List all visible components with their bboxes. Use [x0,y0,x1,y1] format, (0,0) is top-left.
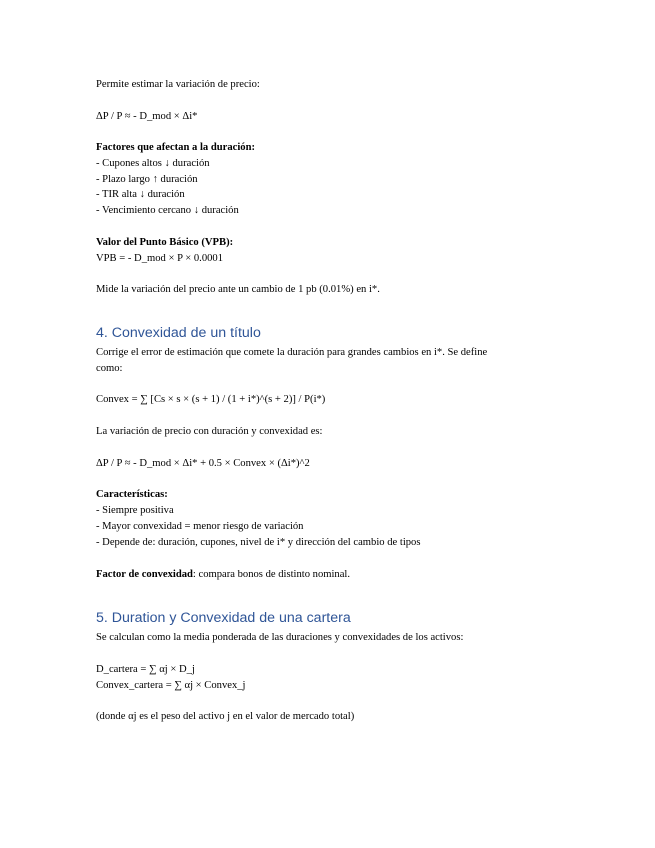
price-change-intro: La variación de precio con duración y convexidad es: [96,426,323,437]
section-5-description: Se calculan como la media ponderada de las duraciones y convexidades de los activos: [96,632,464,643]
portfolio-weight-note: (donde αj es el peso del activo j en el valor de mercado total) [96,711,355,722]
convexity-factor-line [96,568,350,582]
section-4-description-cont: como: [96,363,123,374]
price-change-formula: ΔP / P ≈ - D_mod × Δi* [96,111,198,122]
factor-item: - Cupones altos ↓ duración [96,158,210,169]
convexity-formula: Convex = ∑ [Cs × s × (s + 1) / (1 + i*)^(s + 2)] / P(i*) [96,394,326,405]
vpb-formula: VPB = - D_mod × P × 0.0001 [96,253,224,264]
characteristic-item: - Siempre positiva [96,505,174,516]
convexity-factor-text: : compara bonos de distinto nominal. [192,569,351,580]
characteristics-title: Características: [96,489,168,500]
section-4-heading: 4. Convexidad de un título [96,325,261,341]
vpb-title: Valor del Punto Básico (VPB): [96,237,234,248]
factor-item: - Vencimiento cercano ↓ duración [96,205,239,216]
factors-title: Factores que afectan a la duración: [96,142,255,153]
characteristic-item: - Depende de: duración, cupones, nivel de i* y dirección del cambio de tipos [96,537,421,548]
vpb-note: Mide la variación del precio ante un cambio de 1 pb (0.01%) en i*. [96,284,380,295]
intro-text: Permite estimar la variación de precio: [96,79,260,90]
factor-item: - TIR alta ↓ duración [96,189,185,200]
price-change-convexity-formula: ΔP / P ≈ - D_mod × Δi* + 0.5 × Convex × (Δi*)^2 [96,458,310,469]
characteristic-item: - Mayor convexidad = menor riesgo de variación [96,521,304,532]
section-4-description: Corrige el error de estimación que comete la duración para grandes cambios en i*. Se define [96,347,488,358]
factor-item: - Plazo largo ↑ duración [96,174,198,185]
section-5-heading: 5. Duration y Convexidad de una cartera [96,610,351,626]
convexity-factor-label: Factor de convexidad [96,569,193,580]
portfolio-duration-formula: D_cartera = ∑ αj × D_j [96,664,195,675]
portfolio-convexity-formula: Convex_cartera = ∑ αj × Convex_j [96,680,246,691]
